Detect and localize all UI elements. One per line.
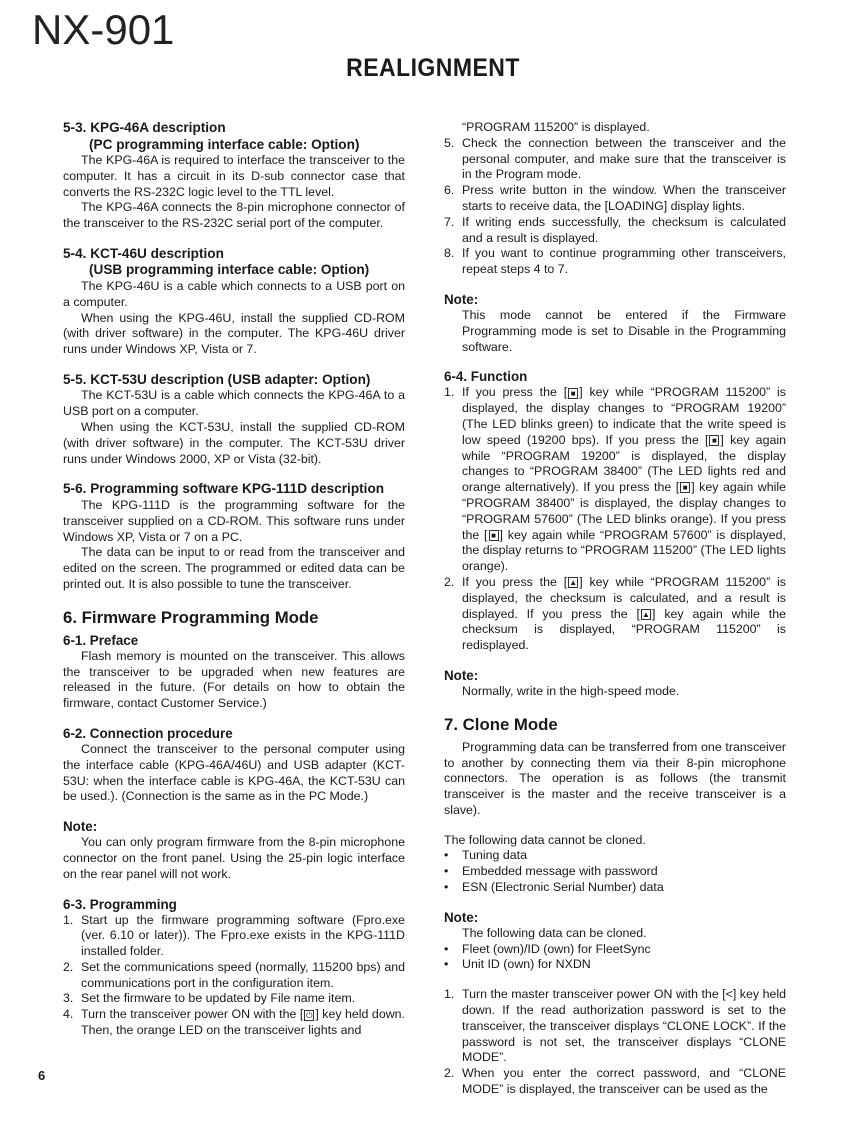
note-heading: Note: bbox=[63, 819, 98, 835]
paragraph: The KPG-46A connects the 8-pin microphone connector of the transceiver to the RS-232C serial port of the computer. bbox=[63, 200, 405, 231]
heading-6-4: 6-4. Function bbox=[444, 369, 528, 385]
heading-6: 6. Firmware Programming Mode bbox=[63, 607, 319, 627]
up-key-icon: ▲ bbox=[569, 578, 578, 588]
paragraph: Flash memory is mounted on the transceiver. This allows the transceiver to be upgraded when new features are released in the future. (For details on how to obtain the firmware, contact Customer Service.) bbox=[63, 648, 405, 711]
continued-text: “PROGRAM 115200” is displayed. bbox=[462, 120, 650, 134]
list-item: 6. Press write button in the window. When the transceiver starts to receive data, the [LOADING] display lights. bbox=[444, 183, 786, 213]
subheading-5-4: (USB programming interface cable: Option) bbox=[89, 262, 370, 278]
list-item: • Fleet (own)/ID (own) for FleetSync bbox=[444, 941, 651, 956]
list-item: 1. If you press the [ ■ ] key while “PROGRAM 115200” is displayed, the display changes to “PROGRAM 19200” (The LED blinks green) to indicate that the write speed is low speed (19200 bps). If you press the [ ■ ] key again while “PROGRAM 19200” is displayed, the display changes to “PROGRAM 38400” (The LED lights red and orange alternatively). If you press the [ ■ ] key again while “PROGRAM 38400” is displayed, the display changes to “PROGRAM 57600” (The LED blinks orange). If you press the [ ■ ] key again while “PROGRAM 57600” is displayed, the display returns to “PROGRAM 115200” (The LED lights orange). bbox=[444, 385, 787, 574]
heading-5-5: 5-5. KCT-53U description (USB adapter: Option) bbox=[63, 371, 371, 387]
note-heading: Note: bbox=[444, 909, 479, 925]
list-item: 3. Set the firmware to be updated by File name item. bbox=[63, 991, 356, 1006]
list-item: 1. Turn the master transceiver power ON with the [<] key held down. If the read authorization password is set to the transceiver, the transceiver displays “CLONE LOCK”. If the password is not set, the transceiver displays “CLONE MODE”. bbox=[444, 987, 786, 1065]
note-text: The following data can be cloned. bbox=[462, 925, 647, 940]
power-key-icon: ⏻ bbox=[306, 1010, 313, 1020]
up-key-icon: ▲ bbox=[642, 609, 650, 619]
note-text: This mode cannot be entered if the Firmware Programming mode is set to Disable in the Programming software. bbox=[462, 307, 786, 354]
square-key-icon: ■ bbox=[568, 388, 578, 399]
list-item: • Tuning data bbox=[444, 848, 527, 863]
note-heading: Note: bbox=[444, 667, 479, 683]
note-text: Normally, write in the high-speed mode. bbox=[462, 683, 680, 698]
list-item: 2. If you press the [ ▲ ] key while “PROGRAM 115200” is displayed, the checksum is calculated, and a result is displayed. If you press the [ ▲ ] key again while the checksum is displayed, “PROGRAM 115200” is redisplayed. bbox=[444, 574, 786, 653]
paragraph: The KPG-46U is a cable which connects to a USB port on a computer. bbox=[63, 278, 405, 309]
heading-6-1: 6-1. Preface bbox=[63, 632, 139, 648]
list-item: 1. Start up the firmware programming software (Fpro.exe (ver. 6.10 or later)). The Fpro.exe exists in the KPG-111D installed folder. bbox=[63, 912, 405, 959]
note-text: You can only program firmware from the 8-pin microphone connector on the front panel. Using the 25-pin logic interface on the rear panel will not work. bbox=[63, 835, 405, 881]
heading-6-2: 6-2. Connection procedure bbox=[63, 725, 233, 741]
square-key-icon: ■ bbox=[489, 530, 499, 541]
subheading-5-3: (PC programming interface cable: Option) bbox=[89, 136, 360, 152]
not-cloned-list bbox=[444, 848, 786, 895]
list-item: • Unit ID (own) for NXDN bbox=[444, 957, 591, 972]
list-item: • ESN (Electronic Serial Number) data bbox=[444, 880, 664, 895]
paragraph: The KPG-46A is required to interface the transceiver to the computer. It has a circuit in its D-sub connector case that converts the RS-232C logic level to the TTL level. bbox=[63, 153, 405, 199]
left-column bbox=[63, 120, 405, 1039]
paragraph: The KPG-111D is the programming software for the transceiver supplied on a CD-ROM. This software runs under Windows XP, Vista or 7 on a PC. bbox=[63, 497, 405, 544]
paragraph: The following data cannot be cloned. bbox=[444, 832, 646, 847]
heading-5-3: 5-3. KPG-46A description bbox=[63, 120, 226, 135]
clone-steps bbox=[444, 987, 786, 1098]
function-list bbox=[444, 385, 786, 654]
list-item: 8. If you want to continue programming other transceivers, repeat steps 4 to 7. bbox=[444, 246, 786, 277]
heading-7: 7. Clone Mode bbox=[444, 714, 558, 734]
square-key-icon: ■ bbox=[709, 435, 719, 446]
list-item: 4. Turn the transceiver power ON with the [ ⏻ ] key held down. Then, the orange LED on the transceiver lights and bbox=[63, 1007, 405, 1038]
square-key-icon: ■ bbox=[680, 482, 690, 493]
list-item: 5. Check the connection between the transceiver and the personal computer, and make sure that the transceiver is in the Program mode. bbox=[444, 135, 786, 182]
list-item: 7. If writing ends successfully, the checksum is calculated and a result is displayed. bbox=[444, 214, 786, 245]
paragraph: When using the KCT-53U, install the supplied CD-ROM (with driver software) in the computer. The KCT-53U driver runs under Windows 2000, XP or Vista (32-bit). bbox=[63, 420, 405, 466]
cloned-list bbox=[444, 942, 786, 974]
paragraph: When using the KPG-46U, install the supplied CD-ROM (with driver software) in the computer. The KPG-46U driver runs under Windows XP, Vista or 7. bbox=[63, 310, 405, 357]
paragraph: Programming data can be transferred from one transceiver to another by connecting them via their 8-pin microphone connectors. The operation is as follows (the transmit transceiver is the master and the receive transceiver is a slave). bbox=[444, 739, 786, 817]
list-item: 2. When you enter the correct password, and “CLONE MODE” is displayed, the transceiver can be used as the bbox=[444, 1066, 786, 1097]
section-title: REALIGNMENT bbox=[346, 54, 520, 82]
heading-5-4: 5-4. KCT-46U description bbox=[63, 245, 224, 261]
paragraph: The KCT-53U is a cable which connects the KPG-46A to a USB port on a computer. bbox=[63, 388, 405, 419]
right-column bbox=[444, 120, 786, 1098]
list-item: 2. Set the communications speed (normally, 115200 bps) and communications port in the configuration item. bbox=[63, 959, 405, 990]
heading-5-6: 5-6. Programming software KPG-111D description bbox=[63, 481, 385, 497]
programming-steps-cont bbox=[444, 136, 786, 278]
programming-steps bbox=[63, 913, 405, 1039]
paragraph: The data can be input to or read from the transceiver and edited on the screen. The programmed or edited data can be printed out. It is also possible to tune the transceiver. bbox=[63, 545, 405, 591]
paragraph: Connect the transceiver to the personal computer using the interface cable (KPG-46A/46U) and USB adapter (KCT-53U: when the interface cable is KPG-46A, the KCT-53U can be used.). (Connection is the same as in the PC Mode.) bbox=[63, 741, 405, 804]
heading-6-3: 6-3. Programming bbox=[63, 896, 177, 912]
list-item: • Embedded message with password bbox=[444, 864, 658, 879]
model-name: NX-901 bbox=[32, 6, 175, 53]
note-heading: Note: bbox=[444, 291, 479, 307]
page-number: 6 bbox=[38, 1068, 46, 1083]
